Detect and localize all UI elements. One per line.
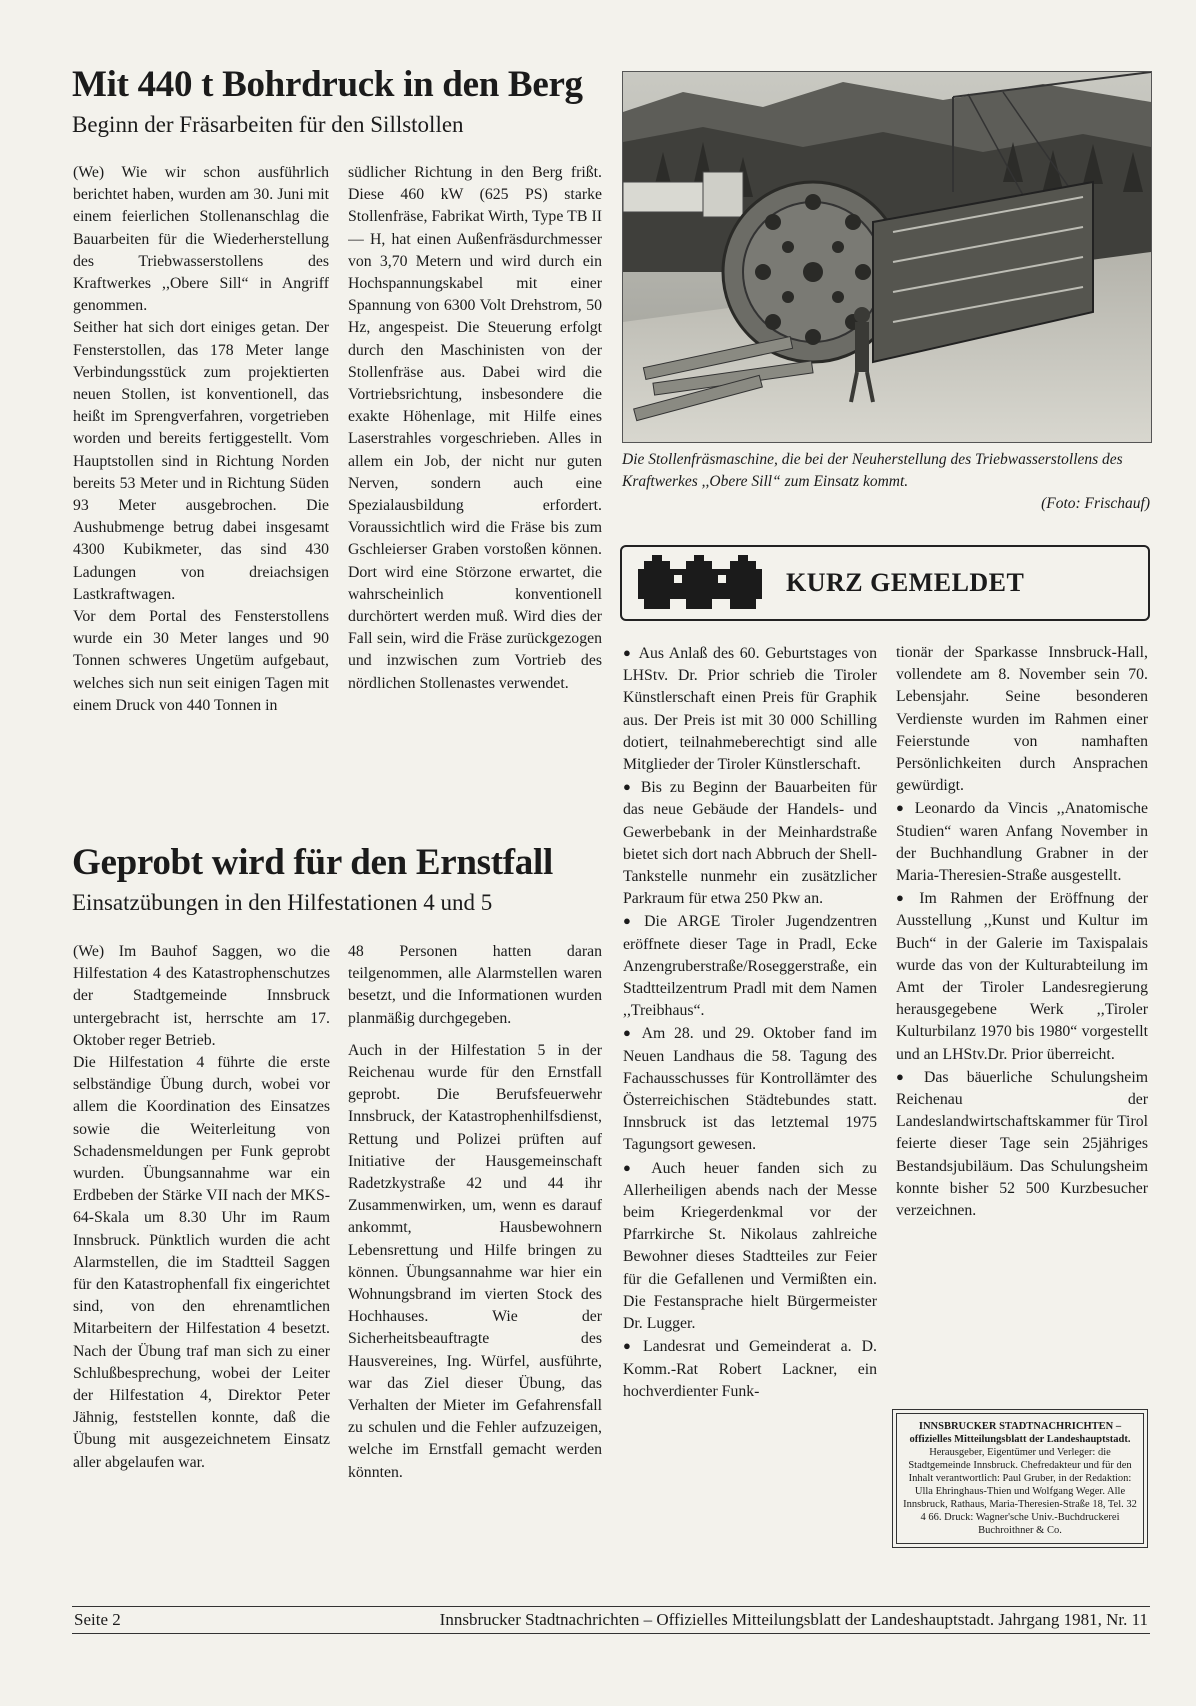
impressum-title: INNSBRUCKER STADTNACHRICHTEN – offizielles Mitteilungsblatt der Landeshauptstadt. (909, 1421, 1131, 1445)
article2-column-1 (73, 941, 330, 1589)
page-number: Seite 2 (74, 1610, 121, 1629)
news-item (623, 1157, 877, 1336)
impressum-text: Herausgeber, Eigentümer und Verleger: die Stadtgemeinde Innsbruck. Chefredakteur und für den Inhalt verantwortlich: Paul Gruber, in der Redaktion: Ulla Ehringhaus-Thien und Wolfgang Weger. Alle Innsbruck, Rathaus, Maria-Theresien-Straße 18, Tel. 32 4 66. Druck: Wagner'sche Univ.-Buchdruckerei Buchroithner & Co. (903, 1447, 1137, 1536)
bullet-icon: ● (896, 800, 909, 816)
article1-headline: Mit 440 t Bohrdruck in den Berg (72, 64, 583, 105)
article2-paragraph: 48 Personen hatten daran teilgenommen, alle Alarmstellen waren besetzt, und die Informationen wurden planmäßig durchgegeben. (348, 943, 602, 1027)
bullet-icon: ● (623, 779, 635, 795)
news-item-text: Am 28. und 29. Oktober fand im Neuen Landhaus die 58. Tagung des Fachausschusses für Kontrollämter des Österreichischen Städtebundes statt. Innsbruck ist das letztemal 1975 Tagungsort gewesen. (623, 1025, 877, 1154)
bullet-icon: ● (623, 1025, 636, 1041)
tunnel-boring-machine-photo (622, 71, 1152, 443)
article2-paragraph: Die Hilfestation 4 führte die erste selbständige Übung durch, wobei vor allem die Koordination des Einsatzes sowie die Weiterleitung von Schadensmeldungen per Funk geprobt wurden. Übungsannahme war ein Erdbeben der Stärke VII nach der MKS-64-Skala um 8.30 Uhr im Raum Innsbruck. Pünktlich wurden die acht Alarmstellen, die im Stadtteil Saggen für den Katastrophenfall fix eingerichtet sind, von den ehrenamtlichen Mitarbeitern der Hilfestation 4 besetzt. Nach der Übung traf man sich zu einer Schlußbesprechung, wobei der Leiter der Hilfestation 4, Direktor Peter Jähnig, feststellen konnte, daß die Übung mit ausgezeichnetem Einsatz aller abgelaufen war. (73, 1054, 330, 1471)
news-item-continued: tionär der Sparkasse Innsbruck-Hall, vollendete am 8. November sein 70. Lebensjahr. Seine besonderen Verdienste wurden im Rahmen einer Feierstunde von namhaften Persönlichkeiten durch Ansprachen gewürdigt. (896, 644, 1148, 795)
publication-line: Innsbrucker Stadtnachrichten – Offizielles Mitteilungsblatt der Landeshauptstadt. Jahrgang 1981, Nr. 11 (439, 1610, 1148, 1629)
article2-subhead: Einsatzübungen in den Hilfestationen 4 und 5 (72, 890, 493, 915)
news-item-text: Bis zu Beginn der Bauarbeiten für das neue Gebäude der Handels- und Gewerbebank in der Meinhardstraße bietet sich dort nach Abbruch der Shell-Tankstelle nunmehr ein zusätzlicher Parkraum für etwa 250 Pkw an. (623, 779, 877, 908)
news-item-text: Im Rahmen der Eröffnung der Ausstellung ,,Kunst und Kultur im Buch“ in der Galerie im Taxispalais wurde das von der Kulturabteilung im Amt der Tiroler Landesregierung herausgegebene Werk ,,Tiroler Kulturbilanz 1970 bis 1980“ vorgestellt und an LHStv.Dr. Prior überreicht. (896, 890, 1148, 1063)
news-item (623, 910, 877, 1022)
news-item-text: Das bäuerliche Schulungsheim Reichenau der Landeslandwirtschaftskammer für Tirol feierte dieser Tage sein 25jähriges Bestandsjubiläum. Das Schulungsheim konnte bisher 52 500 Kurzbesucher verzeichnen. (896, 1068, 1148, 1220)
photo-credit: (Foto: Frischauf) (1041, 495, 1150, 512)
kurz-gemeldet-banner (620, 545, 1150, 621)
impressum-box (892, 1409, 1148, 1548)
bullet-icon: ● (623, 645, 633, 660)
news-item-text: Aus Anlaß des 60. Geburtstages von LHStv. Dr. Prior schrieb die Tiroler Künstlerschaft einen Preis für Graphik aus. Der Preis ist mit 30 000 Schilling dotiert, teilnahmeberechtigt sind alle Mitglieder der Tiroler Künstlerschaft. (623, 645, 877, 774)
impressum-content (896, 1413, 1144, 1544)
article2-paragraph: Auch in der Hilfestation 5 in der Reichenau wurde für den Ernstfall geprobt. Die Berufsfeuerwehr Innsbruck, der Katastrophenhilfsdienst, Rettung und Polizei prüften auf Initiative der Hausgemeinschaft Radetzkystraße 42 und 44 ihr Zusammenwirken, um, wenn es darauf ankommt, Hausbewohnern Lebensrettung und Hilfe bringen zu können. Übungsannahme war hier ein Wohnungsbrand im vierten Stock des Hochhauses. Wie der Sicherheitsbeauftragte des Hausvereines, Ing. Würfel, ausführte, war das Ziel dieser Übung, das Verhalten der Mieter im Gefahrensfall zu schulen und die Fehler aufzuzeigen, welche im Ernstfall gemacht werden könnten. (348, 1041, 602, 1481)
news-item (623, 776, 877, 910)
news-item (896, 887, 1148, 1066)
news-item (623, 1022, 877, 1156)
bullet-icon: ● (896, 1068, 919, 1084)
article2-headline: Geprobt wird für den Ernstfall (72, 842, 553, 883)
news-item-text: Landesrat und Gemeinderat a. D. Komm.-Rat Robert Lackner, ein hochverdienter Funk- (623, 1338, 877, 1400)
kurz-column-2 (896, 642, 1148, 1262)
bullet-icon: ● (623, 913, 639, 929)
kurz-gemeldet-title: KURZ GEMELDET (786, 568, 1025, 597)
bullet-icon: ● (896, 890, 914, 906)
article1-paragraph: Seither hat sich dort einiges getan. Der Fensterstollen, das 178 Meter lange Verbindungsstück zum projektierten neuen Stollen, ist konventionell, das heißt im Sprengverfahren, vorgetrieben worden und bereits fertiggestellt. Vom Hauptstollen sind in Richtung Norden bereits 53 Meter und in Richtung Süden 93 Meter ausgebrochen. Die Aushubmenge betrug dabei insgesamt 4300 Kubikmeter, das sind 430 Ladungen von dreiachsigen Lastkraftwagen. (73, 319, 329, 603)
page-footer (72, 1606, 1150, 1634)
bullet-icon: ● (623, 1159, 646, 1175)
article1-column-2 (348, 162, 602, 810)
article1-subhead: Beginn der Fräsarbeiten für den Sillstollen (72, 112, 464, 137)
article1-column-1 (73, 162, 329, 810)
news-item (896, 1066, 1148, 1222)
article1-paragraph: Vor dem Portal des Fensterstollens wurde ein 30 Meter langes und 90 Tonnen schweres Ungetüm aufgebaut, welches sich nun seit einigen Tagen mit einem Druck von 440 Tonnen in (73, 608, 329, 714)
photo-caption-text: Die Stollenfräsmaschine, die bei der Neuherstellung des Triebwasserstollens des Kraftwerkes ,,Obere Sill“ zum Einsatz kommt. (622, 451, 1123, 490)
city-emblem-icon (638, 553, 762, 613)
photo-illustration (623, 72, 1151, 442)
news-item-text: Auch heuer fanden sich zu Allerheiligen abends nach der Messe beim Kriegerdenkmal vor der Pfarrkirche St. Nikolaus zahlreiche Bewohner dieses Stadtteiles zur Feier für die Gefallenen und Vermißten ein. Die Festansprache hielt Bürgermeister Dr. Lugger. (623, 1159, 877, 1333)
article2-paragraph: (We) Im Bauhof Saggen, wo die Hilfestation 4 des Katastrophenschutzes der Stadtgemeinde Innsbruck untergebracht ist, herrschte am 17. Oktober reger Betrieb. (73, 943, 330, 1049)
photo-caption (622, 449, 1150, 515)
news-item (623, 642, 877, 776)
kurz-column-1 (623, 642, 877, 1592)
article1-paragraph: südlicher Richtung in den Berg frißt. Diese 460 kW (625 PS) starke Stollenfräse, Fabrikat Wirth, Type TB II — H, hat einen Außenfräsdurchmesser von 3,70 Metern und wird durch ein Hochspannungskabel mit einer Spannung von 6300 Volt Drehstrom, 50 Hz, angespeist. Die Steuerung erfolgt durch den Maschinisten von der Stollenfräse aus. Dabei wird die Vortriebsrichtung, insbesondere die exakte Höhenlage, mit Hilfe eines Laserstrahles vorgeschrieben. Alles in allem ein Job, der nicht nur guten Nerven, sondern auch eine Spezialausbildung erfordert. Voraussichtlich wird die Fräse bis zum Gschleierser Graben vorstoßen können. Dort wird eine Störzone erwartet, die wahrscheinlich konventionell durchörtert werden muß. Wird dies der Fall sein, wird die Fräse zurückgezogen und inzwischen zum Vortrieb des nördlichen Stollenastes verwendet. (348, 164, 602, 692)
news-item-text: Die ARGE Tiroler Jugendzentren eröffnete dieser Tage in Pradl, Ecke Anzengruberstraße/Roseggerstraße, ein Stadtteilzentrum Pradl mit dem Namen ,,Treibhaus“. (623, 913, 877, 1020)
article2-column-2 (348, 941, 602, 1589)
article1-paragraph: (We) Wie wir schon ausführlich berichtet haben, wurden am 30. Juni mit einem feierlichen Stollenanschlag die Bauarbeiten für die Wiederherstellung des Triebwasserstollens des Kraftwerkes ,,Obere Sill“ in Angriff genommen. (73, 164, 329, 315)
news-item (623, 1335, 877, 1403)
news-item (896, 797, 1148, 887)
bullet-icon: ● (623, 1338, 637, 1354)
news-item-text: Leonardo da Vincis ,,Anatomische Studien“ waren Anfang November in der Buchhandlung Grabner in der Maria-Theresien-Straße ausgestellt. (896, 800, 1148, 885)
